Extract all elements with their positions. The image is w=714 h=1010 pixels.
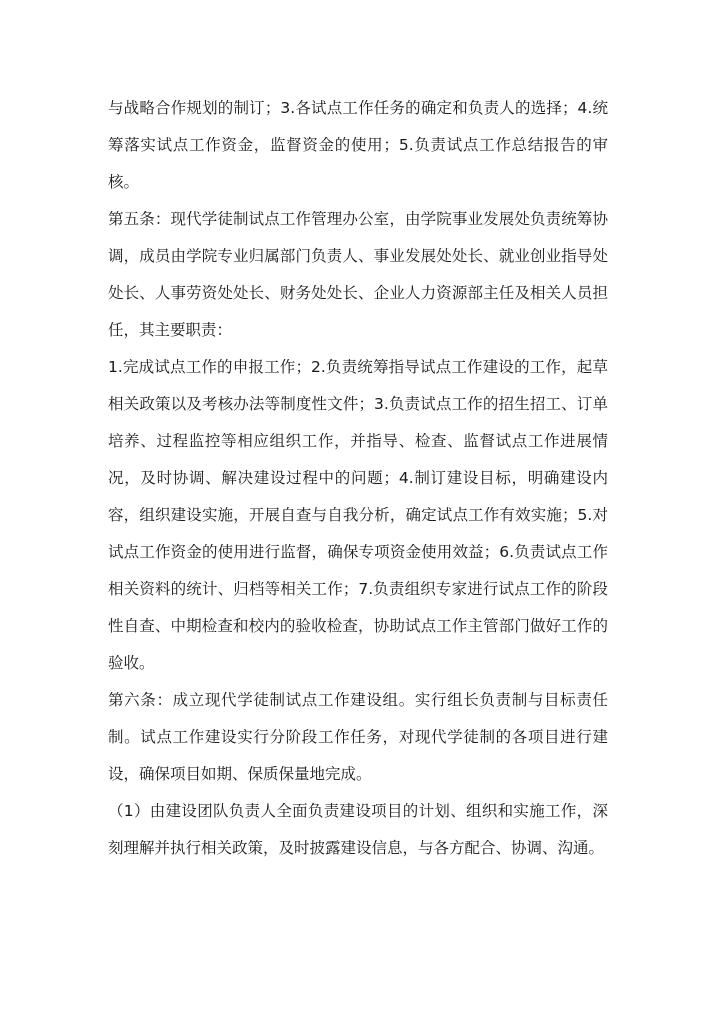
paragraph-continuation: 与战略合作规划的制订；3.各试点工作任务的确定和负责人的选择；4.统筹落实试点工作资金，监督资金的使用；5.负责试点工作总结报告的审核。 — [108, 99, 608, 191]
paragraph-article-six: 第六条：成立现代学徒制试点工作建设组。实行组长负责制与目标责任制。试点工作建设实行分阶段工作任务，对现代学徒制的各项目进行建设，确保项目如期、保质保量地完成。 — [108, 691, 608, 783]
paragraph-duties-list: 1.完成试点工作的申报工作；2.负责统筹指导试点工作建设的工作，起草相关政策以及考核办法等制度性文件；3.负责试点工作的招生招工、订单培养、过程监控等相应组织工作，并指导、检查、监督试点工作进展情况，及时协调、解决建设过程中的问题；4.制订建设目标，明确建设内容，组织建设实施，开展自查与自我分析，确定试点工作有效实施；5.对试点工作资金的使用进行监督，确保专项资金使用效益；6.负责试点工作相关资料的统计、归档等相关工作；7.负责组织专家进行试点工作的阶段性自查、中期检查和校内的验收检查，协助试点工作主管部门做好工作的验收。 — [108, 358, 608, 672]
paragraph-article-five: 第五条：现代学徒制试点工作管理办公室，由学院事业发展处负责统筹协调，成员由学院专业归属部门负责人、事业发展处处长、就业创业指导处处长、人事劳资处处长、财务处处长、企业人力资源部主任及相关人员担任，其主要职责： — [108, 210, 608, 339]
paragraph-item-one: （1）由建设团队负责人全面负责建设项目的计划、组织和实施工作，深刻理解并执行相关政策，及时披露建设信息，与各方配合、协调、沟通。 — [108, 802, 608, 857]
document-body — [108, 90, 608, 867]
